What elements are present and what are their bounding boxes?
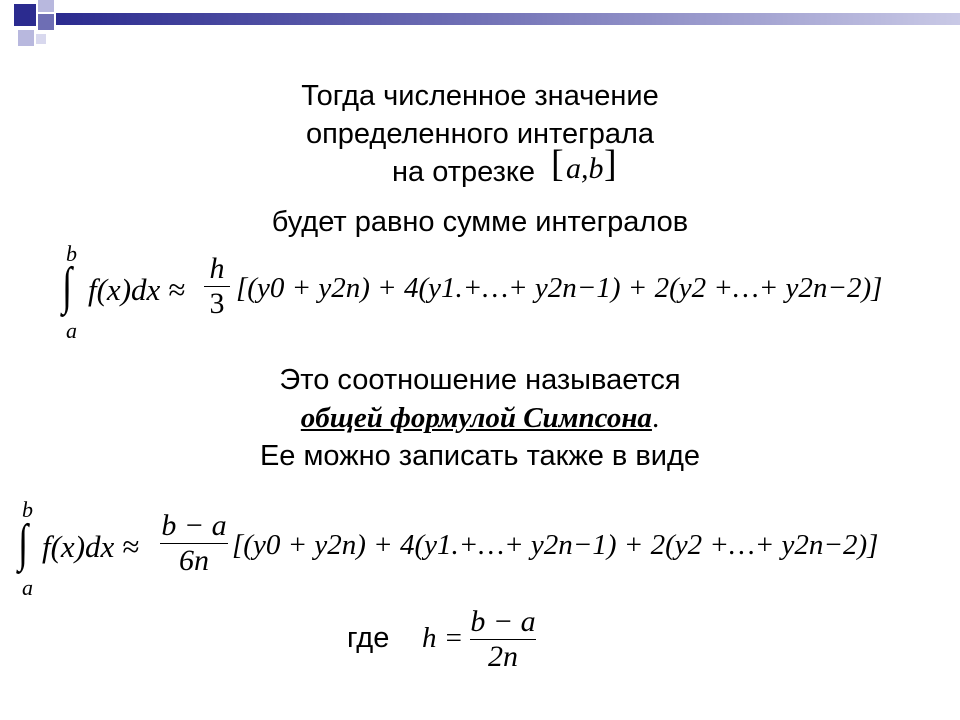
deco-square [36,34,46,44]
interval-ab: a,b [566,152,604,185]
h-frac-den: 2n [470,639,536,674]
deco-square [14,4,36,26]
formula-2-body: [(y0 + y2n) + 4(y1.+…+ y2n−1) + 2(y2 +…+ y2n−2)] [232,529,879,561]
formula-2-fraction [160,509,228,578]
formula-2-integrand: f(x)dx ≈ [42,529,140,564]
text-line-6 [0,400,960,436]
interval-close-bracket: ] [604,143,617,185]
formula-2-frac-num: b − a [161,509,227,542]
text-line-1: Тогда численное значение [301,80,659,112]
text-line-2: определенного интеграла [305,118,655,150]
text-line-7: Ее можно записать также в виде [259,440,701,472]
formula-2-lower-limit: a [22,575,33,600]
header-bar [56,13,960,25]
deco-square [38,0,54,12]
deco-square [18,30,34,46]
h-definition-lhs: h = [422,622,464,654]
formula-1-upper-limit: b [66,241,77,266]
h-frac-num: b − a [470,605,536,638]
formula-1-body: [(y0 + y2n) + 4(y1.+…+ y2n−1) + 2(y2 +…+ y2n−2)] [236,272,883,304]
formula-2-frac-den: 6n [160,543,228,578]
formula-1-frac-den: 3 [204,286,230,321]
formula-1-fraction [204,252,230,321]
formula-1-frac-num: h [209,252,225,285]
deco-square [38,14,54,30]
where-label: где [347,622,390,654]
formula-1-integrand: f(x)dx ≈ [88,272,186,307]
h-definition-fraction [470,605,536,674]
integral-sign: ∫ [62,258,73,315]
interval-open-bracket: [ [551,143,564,185]
integral-sign: ∫ [18,515,29,572]
simpson-formula-label: общей формулой Симпсона [300,402,652,434]
text-line-3: на отрезке [392,156,536,188]
formula-1-lower-limit: a [66,318,77,343]
text-line-4: будет равно сумме интегралов [271,206,689,238]
formula-2-upper-limit: b [22,497,33,522]
text-line-5: Это соотношение называется [279,364,681,396]
text-line-6-period: . [651,402,660,434]
